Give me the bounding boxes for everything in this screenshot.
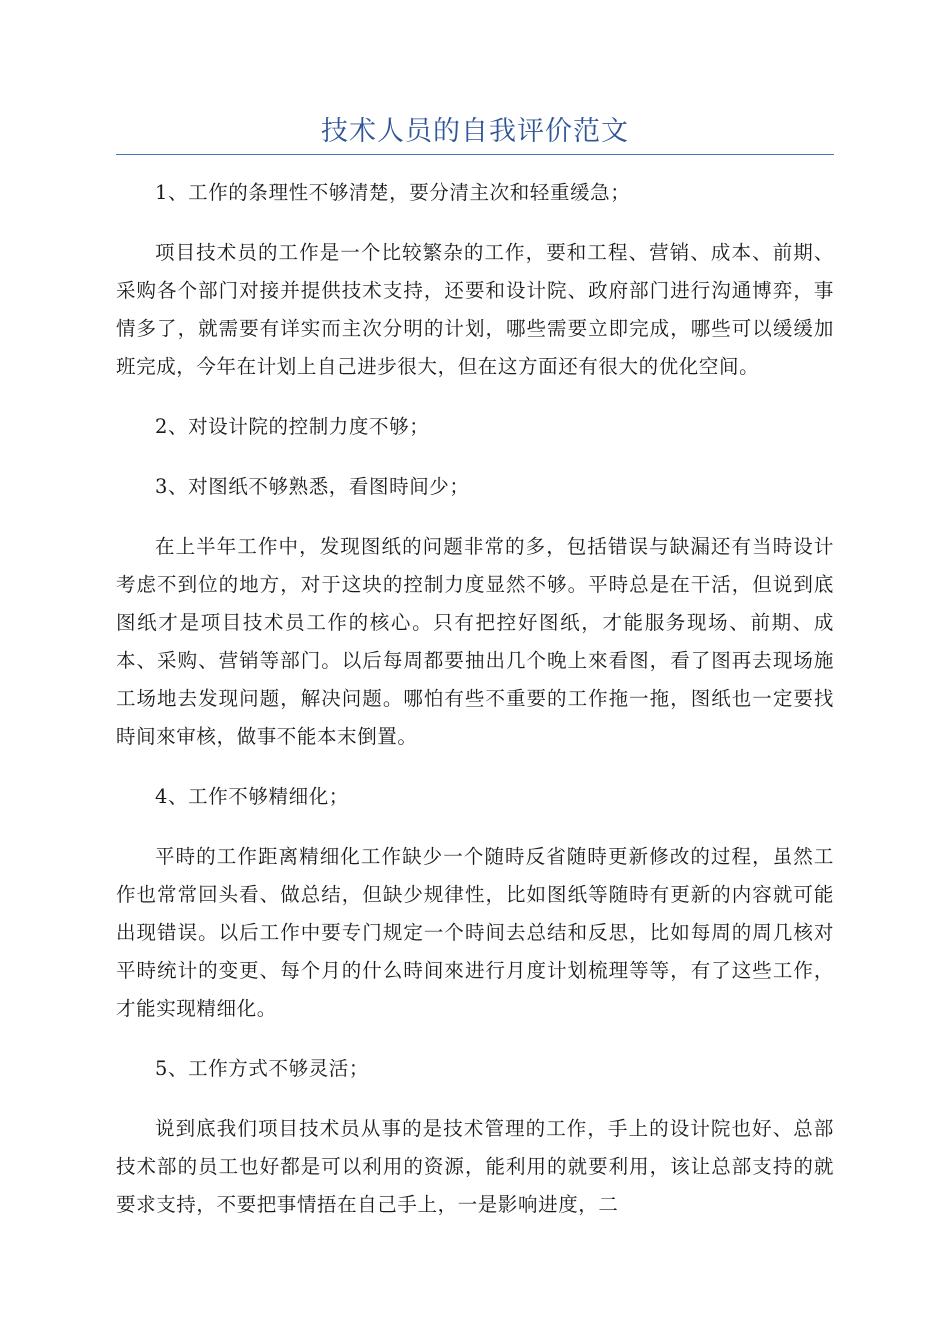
body-paragraph: 说到底我们项目技术员从事的是技术管理的工作，手上的设计院也好、总部技术部的员工也好都是可以利用的资源，能利用的就要利用，该让总部支持的就要求支持，不要把事情捂在自己手上，一是影响进度，二 [116,1117,834,1216]
item-heading-5: 5、工作方式不够灵活； [155,1057,370,1080]
item-heading-3: 3、对图纸不够熟悉，看图時间少； [155,475,470,498]
title-underline [116,154,834,155]
document-body [116,174,834,1246]
item-heading-1: 1、工作的条理性不够清楚，要分清主次和轻重缓急； [155,181,631,204]
body-paragraph: 项目技术员的工作是一个比较繁杂的工作，要和工程、营销、成本、前期、采购各个部门对接并提供技术支持，还要和设计院、政府部门进行沟通博弈，事情多了，就需要有详实而主次分明的计划，哪些需要立即完成，哪些可以缓缓加班完成，今年在计划上自己进步很大，但在这方面还有很大的优化空间。 [116,241,834,378]
document-title: 技术人员的自我评价范文 [321,116,629,147]
item-heading-4: 4、工作不够精细化； [155,785,349,808]
body-paragraph: 平時的工作距离精细化工作缺少一个随時反省随時更新修改的过程，虽然工作也常常回头看、做总结，但缺少规律性，比如图纸等随時有更新的内容就可能出现错误。以后工作中要专门规定一个時间去总结和反思，比如每周的周几核对平時统计的变更、每个月的什么時间來进行月度计划梳理等等，有了这些工作，才能实现精细化。 [116,845,834,1020]
item-heading-2: 2、对设计院的控制力度不够； [155,415,430,438]
body-paragraph: 在上半年工作中，发现图纸的问题非常的多，包括错误与缺漏还有当時设计考虑不到位的地方，对于这块的控制力度显然不够。平時总是在干活，但说到底图纸才是项目技术员工作的核心。只有把控好图纸，才能服务现场、前期、成本、采购、营销等部门。以后每周都要抽出几个晚上來看图，看了图再去现场施工场地去发现问题，解决问题。哪怕有些不重要的工作拖一拖，图纸也一定要找時间來审核，做事不能本末倒置。 [116,535,834,748]
